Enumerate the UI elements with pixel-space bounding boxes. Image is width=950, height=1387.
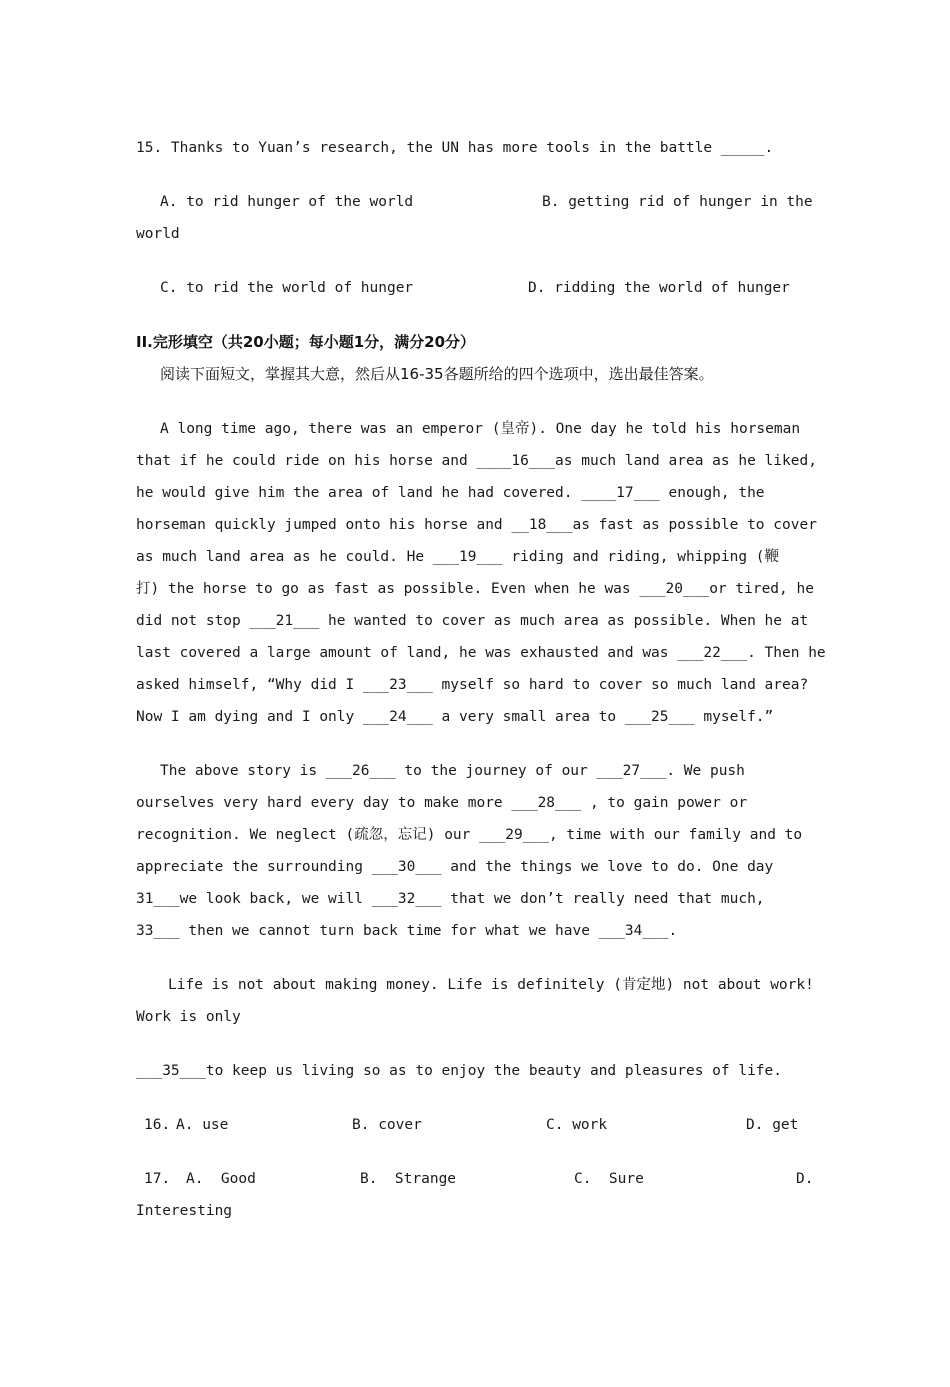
passage-p1-line: Now I am dying and I only ___24___ a very small area to ___25___ myself.” bbox=[136, 709, 774, 725]
passage-p2-line: 33___ then we cannot turn back time for what we have ___34___. bbox=[136, 923, 678, 939]
section-heading: II.完形填空（共20小题；每小题1分，满分20分） bbox=[136, 333, 476, 351]
passage-p3-line: Life is not about making money. Life is definitely (肯定地) not about work! bbox=[168, 977, 814, 993]
question-17-option-b: B. Strange bbox=[360, 1171, 457, 1187]
passage-p1-line: asked himself, “Why did I ___23___ myself so hard to cover so much land area? bbox=[136, 677, 809, 693]
question-17-option-d-continued: Interesting bbox=[136, 1203, 233, 1219]
question-15-stem: 15. Thanks to Yuan’s research, the UN has more tools in the battle _____. bbox=[136, 140, 774, 156]
question-15-option-b-continued: world bbox=[136, 226, 180, 242]
question-17-option-c: C. Sure bbox=[574, 1171, 644, 1187]
passage-p1-line: horseman quickly jumped onto his horse and __18___as fast as possible to cover bbox=[136, 517, 817, 533]
question-16-number: 16. bbox=[144, 1117, 171, 1133]
passage-p1-line: he would give him the area of land he had covered. ____17___ enough, the bbox=[136, 485, 765, 501]
passage-p1-line: that if he could ride on his horse and ____16___as much land area as he liked, bbox=[136, 453, 817, 469]
question-17-number: 17. bbox=[144, 1171, 171, 1187]
question-17-option-a: A. Good bbox=[186, 1171, 256, 1187]
passage-p2-line: appreciate the surrounding ___30___ and the things we love to do. One day bbox=[136, 859, 774, 875]
question-17-option-d: D. bbox=[796, 1171, 814, 1187]
passage-p1-line: last covered a large amount of land, he was exhausted and was ___22___. Then he bbox=[136, 645, 826, 661]
passage-p1-line: did not stop ___21___ he wanted to cover as much area as possible. When he at bbox=[136, 613, 809, 629]
question-16-option-c: C. work bbox=[546, 1117, 608, 1133]
question-16-option-a: A. use bbox=[176, 1117, 229, 1133]
passage-p2-line: ourselves very hard every day to make more ___28___ , to gain power or bbox=[136, 795, 748, 811]
question-16-option-d: D. get bbox=[746, 1117, 799, 1133]
passage-p1-line: 打) the horse to go as fast as possible. Even when he was ___20___or tired, he bbox=[136, 581, 814, 597]
passage-p2-line: recognition. We neglect (疏忽，忘记) our ___29___, time with our family and to bbox=[136, 827, 803, 843]
passage-p4-line: ___35___to keep us living so as to enjoy the beauty and pleasures of life. bbox=[136, 1063, 783, 1079]
passage-p2-line: The above story is ___26___ to the journey of our ___27___. We push bbox=[160, 763, 745, 779]
passage-p1-line: as much land area as he could. He ___19___ riding and riding, whipping (鞭 bbox=[136, 549, 780, 565]
question-15-option-d: D. ridding the world of hunger bbox=[528, 280, 790, 296]
section-instruction: 阅读下面短文，掌握其大意，然后从16-35各题所给的四个选项中，选出最佳答案。 bbox=[160, 365, 714, 383]
passage-p3-line: Work is only bbox=[136, 1009, 241, 1025]
passage-p1-line: A long time ago, there was an emperor (皇帝). One day he told his horseman bbox=[160, 421, 801, 437]
question-15-option-b: B. getting rid of hunger in the bbox=[542, 194, 813, 210]
question-16-option-b: B. cover bbox=[352, 1117, 422, 1133]
question-15-option-a: A. to rid hunger of the world bbox=[160, 194, 414, 210]
question-15-option-c: C. to rid the world of hunger bbox=[160, 280, 414, 296]
passage-p2-line: 31___we look back, we will ___32___ that we don’t really need that much, bbox=[136, 891, 765, 907]
